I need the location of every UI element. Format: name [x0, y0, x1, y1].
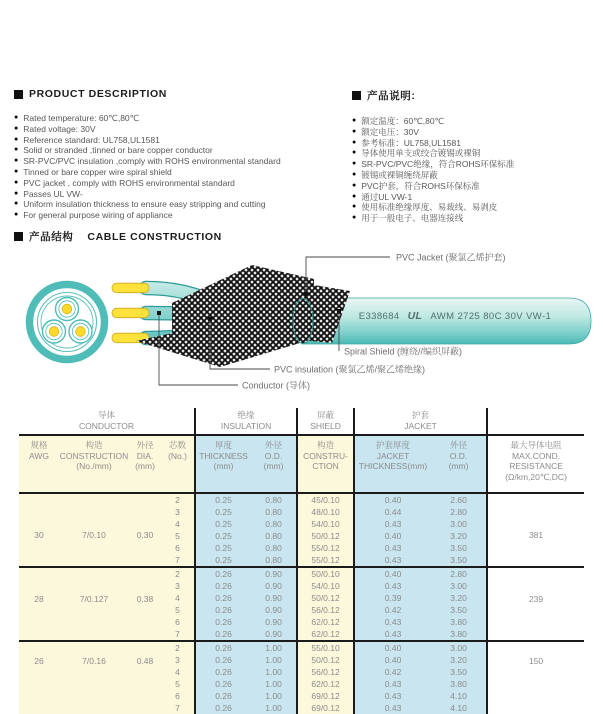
cores-cell: 5	[161, 604, 195, 616]
bullet-icon: ●	[352, 149, 357, 157]
bullet-icon: ●	[14, 157, 19, 165]
conductor-label: Conductor (导体)	[242, 380, 311, 391]
jacket-od-cell: 2.80	[431, 506, 487, 518]
product-description-cn-section	[352, 88, 600, 224]
awg-cell: 26	[19, 641, 59, 714]
ins-od-cell: 1.00	[251, 641, 297, 654]
cores-cell: 7	[161, 554, 195, 567]
spec-block-awg-30	[19, 493, 584, 567]
ins-od-cell: 0.80	[251, 542, 297, 554]
conductor-tips	[112, 283, 149, 343]
jacket-print-text: E338684 UL AWM 2725 80C 30V VW-1	[358, 310, 552, 322]
jacket-thickness-cell: 0.40	[354, 641, 431, 654]
cores-cell: 6	[161, 690, 195, 702]
dia-cell: 0.38	[129, 567, 161, 641]
description-item	[352, 202, 600, 213]
column-header-row	[19, 435, 584, 493]
cores-cell: 3	[161, 506, 195, 518]
shield-construction-cell: 55/0.10	[297, 641, 354, 654]
ins-od-cell: 0.90	[251, 628, 297, 641]
shield-construction-cell: 69/0.12	[297, 702, 354, 714]
bullet-icon: ●	[14, 135, 19, 143]
jacket-od-cell: 3.50	[431, 554, 487, 567]
description-item	[14, 199, 350, 210]
description-item	[352, 213, 600, 224]
jacket-od-cell: 3.50	[431, 604, 487, 616]
bullet-icon: ●	[352, 214, 357, 222]
bullet-icon: ●	[14, 167, 19, 175]
ins-od-cell: 0.80	[251, 506, 297, 518]
bullet-icon: ●	[352, 138, 357, 146]
ins-thickness-cell: 0.26	[195, 702, 251, 714]
insulation-label: PVC insulation (聚氯乙烯/聚乙烯绝缘)	[274, 364, 426, 375]
bullet-icon: ●	[352, 192, 357, 200]
jacket-thickness-cell: 0.42	[354, 666, 431, 678]
ins-od-cell: 0.80	[251, 554, 297, 567]
description-item-text: For general purpose wiring of appliance	[23, 210, 173, 221]
shield-construction-cell: 62/0.12	[297, 678, 354, 690]
bullet-icon: ●	[14, 211, 19, 219]
group-shield: 屏蔽 SHIELD	[297, 408, 354, 435]
jacket-thickness-cell: 0.43	[354, 702, 431, 714]
cores-cell: 5	[161, 678, 195, 690]
jacket-od-cell: 3.00	[431, 580, 487, 592]
group-resistance	[487, 408, 584, 435]
shield-construction-cell: 50/0.12	[297, 592, 354, 604]
cores-cell: 7	[161, 702, 195, 714]
ins-thickness-cell: 0.26	[195, 580, 251, 592]
ins-od-cell: 1.00	[251, 690, 297, 702]
description-item-text: 导体使用单支或绞合镀锡或裸铜	[361, 148, 481, 159]
bullet-icon: ●	[352, 203, 357, 211]
description-item	[14, 178, 350, 189]
ins-thickness-cell: 0.26	[195, 616, 251, 628]
awg-cell: 28	[19, 567, 59, 641]
jacket-od-cell: 3.00	[431, 518, 487, 530]
jacket-od-cell: 3.80	[431, 628, 487, 641]
ul-mark-icon: UL	[407, 310, 423, 322]
cable-construction-heading	[14, 229, 222, 244]
core-conductor	[62, 304, 72, 314]
spec-row	[19, 641, 584, 654]
description-item	[352, 170, 600, 181]
cores-cell: 4	[161, 518, 195, 530]
shield-construction-cell: 48/0.10	[297, 506, 354, 518]
ins-od-cell: 1.00	[251, 666, 297, 678]
product-description-heading	[14, 88, 350, 100]
description-item	[352, 159, 600, 170]
shield-construction-cell: 56/0.12	[297, 604, 354, 616]
ins-od-cell: 0.90	[251, 616, 297, 628]
cores-cell: 6	[161, 542, 195, 554]
group-conductor: 导体 CONDUCTOR	[19, 408, 195, 435]
core-conductor	[76, 327, 86, 337]
cores-cell: 2	[161, 567, 195, 580]
jacket-od-cell: 3.20	[431, 654, 487, 666]
cores-cell: 2	[161, 493, 195, 506]
col-construction: 构造 CONSTRUCTION (No./mm)	[59, 435, 129, 493]
jacket-od-cell: 4.10	[431, 690, 487, 702]
jacket-thickness-cell: 0.43	[354, 580, 431, 592]
jacket-thickness-cell: 0.40	[354, 654, 431, 666]
description-item-text: Solid or stranded ,tinned or bare copper conductor	[23, 145, 213, 156]
product-description-list	[14, 113, 350, 221]
description-item-text: 额定温度：60℃,80℃	[361, 116, 445, 126]
jacket-od-cell: 3.80	[431, 678, 487, 690]
jacket-thickness-cell: 0.39	[354, 592, 431, 604]
cores-cell: 4	[161, 666, 195, 678]
shield-construction-cell: 55/0.12	[297, 542, 354, 554]
cores-cell: 4	[161, 592, 195, 604]
section-marker-icon	[352, 91, 361, 100]
ins-thickness-cell: 0.26	[195, 666, 251, 678]
description-item-text: 使用标准绝缘厚度、易裁线、易剥皮	[361, 202, 498, 213]
jacket-thickness-cell: 0.43	[354, 542, 431, 554]
jacket-thickness-cell: 0.43	[354, 628, 431, 641]
ins-thickness-cell: 0.26	[195, 628, 251, 641]
jacket-label: PVC Jacket (聚氯乙烯护套)	[396, 252, 506, 263]
product-description-title: PRODUCT DESCRIPTION	[29, 88, 167, 100]
jacket-od-cell: 3.20	[431, 530, 487, 542]
bullet-icon: ●	[352, 117, 357, 124]
ins-thickness-cell: 0.25	[195, 530, 251, 542]
ins-thickness-cell: 0.25	[195, 554, 251, 567]
description-item-text: 额定电压：30V	[361, 126, 419, 137]
jacket-od-cell: 3.00	[431, 641, 487, 654]
shield-construction-cell: 50/0.12	[297, 530, 354, 542]
ins-od-cell: 0.90	[251, 592, 297, 604]
cores-cell: 3	[161, 580, 195, 592]
ins-od-cell: 1.00	[251, 702, 297, 714]
col-cores: 芯数 (No.)	[161, 435, 195, 493]
description-item	[14, 145, 350, 156]
bullet-icon: ●	[14, 178, 19, 186]
col-ins-thickness: 厚度 THICKNESS (mm)	[195, 435, 251, 493]
ins-thickness-cell: 0.25	[195, 506, 251, 518]
bullet-icon: ●	[14, 124, 19, 132]
shield-construction-cell: 62/0.12	[297, 628, 354, 641]
jacket-od-cell: 2.80	[431, 567, 487, 580]
description-item-text: 通过UL VW-1	[361, 191, 413, 202]
ins-thickness-cell: 0.26	[195, 604, 251, 616]
description-item-text: SR-PVC/PVC insulation ,comply with ROHS environmental standard	[23, 156, 281, 167]
description-item	[14, 189, 350, 200]
description-item-text: PVC jacket , comply with ROHS environmental standard	[23, 177, 235, 188]
resistance-cell: 381	[487, 493, 584, 567]
jacket-od-cell: 4.10	[431, 702, 487, 714]
resistance-cell: 150	[487, 641, 584, 714]
jacket-thickness-cell: 0.40	[354, 567, 431, 580]
description-item-text: PVC护套，符合ROHS环保标准	[361, 180, 480, 191]
jacket-od-cell: 3.50	[431, 542, 487, 554]
product-description-cn-title: 产品说明:	[367, 90, 416, 102]
spec-row	[19, 567, 584, 580]
bullet-icon: ●	[352, 170, 357, 178]
ins-od-cell: 0.80	[251, 493, 297, 506]
spec-table	[19, 408, 584, 714]
description-item-text: Passes UL VW-	[23, 188, 83, 199]
description-item-text: 镀锡或裸铜缠绕屏蔽	[361, 169, 438, 180]
ins-od-cell: 0.90	[251, 580, 297, 592]
description-item	[352, 116, 600, 127]
group-insulation: 绝缘 INSULATION	[195, 408, 297, 435]
section-marker-icon	[14, 90, 23, 99]
cores-cell: 6	[161, 616, 195, 628]
description-item-text: 用于一般电子、电器连接线	[361, 213, 464, 224]
bullet-icon: ●	[14, 200, 19, 208]
cores-cell: 7	[161, 628, 195, 641]
col-ins-od: 外径 O.D. (mm)	[251, 435, 297, 493]
bullet-icon: ●	[14, 146, 19, 154]
shield-construction-cell: 50/0.10	[297, 567, 354, 580]
description-item	[352, 192, 600, 203]
description-item	[352, 127, 600, 138]
ins-thickness-cell: 0.26	[195, 678, 251, 690]
construction-title-cn: 产品结构	[29, 231, 74, 243]
ins-od-cell: 0.80	[251, 518, 297, 530]
jacket-thickness-cell: 0.44	[354, 506, 431, 518]
ins-thickness-cell: 0.26	[195, 567, 251, 580]
shield-construction-cell: 45/0.10	[297, 493, 354, 506]
cores-cell: 5	[161, 530, 195, 542]
group-jacket: 护套 JACKET	[354, 408, 487, 435]
dia-cell: 0.48	[129, 641, 161, 714]
description-item	[352, 138, 600, 149]
jacket-od-cell: 2.60	[431, 493, 487, 506]
jacket-thickness-cell: 0.42	[354, 604, 431, 616]
bullet-icon: ●	[14, 114, 19, 121]
jacket-thickness-cell: 0.43	[354, 678, 431, 690]
spec-row	[19, 493, 584, 506]
description-item-text: Uniform insulation thickness to ensure easy stripping and cutting	[23, 199, 266, 210]
description-item-text: 参考标准：UL758,UL1581	[361, 137, 461, 148]
construction-cell: 7/0.127	[59, 567, 129, 641]
jacket-od-cell: 3.50	[431, 666, 487, 678]
construction-cell: 7/0.10	[59, 493, 129, 567]
jacket-od-cell: 3.20	[431, 592, 487, 604]
jacket-od-cell: 3.80	[431, 616, 487, 628]
jacket-thickness-cell: 0.43	[354, 690, 431, 702]
product-description-section	[14, 88, 350, 221]
product-description-cn-heading	[352, 88, 600, 103]
description-item	[14, 210, 350, 221]
ins-thickness-cell: 0.26	[195, 592, 251, 604]
shield-construction-cell: 54/0.10	[297, 518, 354, 530]
shield-label: Spiral Shield (缠绕//编织屏蔽)	[344, 346, 463, 357]
jacket-open-end	[293, 299, 313, 344]
bullet-icon: ●	[352, 160, 357, 168]
ins-thickness-cell: 0.26	[195, 641, 251, 654]
cable-cross-section	[30, 285, 105, 360]
cores-cell: 3	[161, 654, 195, 666]
ins-od-cell: 0.90	[251, 567, 297, 580]
resistance-cell: 239	[487, 567, 584, 641]
col-dia: 外径 DIA. (mm)	[129, 435, 161, 493]
description-item	[352, 181, 600, 192]
ins-thickness-cell: 0.25	[195, 518, 251, 530]
construction-title-en: CABLE CONSTRUCTION	[87, 230, 222, 243]
spec-table-header	[19, 408, 584, 493]
core-conductor	[49, 327, 59, 337]
description-item	[352, 148, 600, 159]
dia-cell: 0.30	[129, 493, 161, 567]
ins-thickness-cell: 0.26	[195, 690, 251, 702]
description-item-text: Reference standard: UL758,UL1581	[23, 134, 160, 145]
col-jacket-thickness: 护套厚度 JACKET THICKNESS(mm)	[354, 435, 431, 493]
col-awg: 规格 AWG	[19, 435, 59, 493]
shield-construction-cell: 56/0.12	[297, 666, 354, 678]
bullet-icon: ●	[352, 181, 357, 189]
col-jacket-od: 外径 O.D. (mm)	[431, 435, 487, 493]
col-resistance: 最大导体电阻 MAX.COND. RESISTANCE (Ω/km,20℃,DC)	[487, 435, 584, 493]
description-item-text: Rated voltage: 30V	[23, 123, 96, 134]
ins-thickness-cell: 0.25	[195, 493, 251, 506]
ins-od-cell: 0.90	[251, 604, 297, 616]
spec-block-awg-28	[19, 567, 584, 641]
description-item-text: SR-PVC/PVC绝缘，符合ROHS环保标准	[361, 159, 515, 170]
description-item	[14, 167, 350, 178]
section-marker-icon	[14, 232, 23, 241]
shield-construction-cell: 50/0.12	[297, 654, 354, 666]
description-item-text: Tinned or bare copper wire spiral shield	[23, 166, 172, 177]
ins-od-cell: 0.80	[251, 530, 297, 542]
awg-cell: 30	[19, 493, 59, 567]
jacket-thickness-cell: 0.40	[354, 530, 431, 542]
description-item	[14, 135, 350, 146]
jacket-thickness-cell: 0.43	[354, 554, 431, 567]
group-header-row	[19, 408, 584, 435]
description-item-text: Rated temperature: 60℃,80℃	[23, 113, 140, 123]
shield-construction-cell: 69/0.12	[297, 690, 354, 702]
bullet-icon: ●	[14, 189, 19, 197]
shield-construction-cell: 54/0.10	[297, 580, 354, 592]
col-shield-construction: 构造 CONSTRU- CTION	[297, 435, 354, 493]
description-item	[14, 124, 350, 135]
ins-thickness-cell: 0.26	[195, 654, 251, 666]
cable-construction-diagram	[0, 243, 603, 405]
ins-thickness-cell: 0.25	[195, 542, 251, 554]
product-description-cn-list	[352, 116, 600, 224]
jacket-thickness-cell: 0.43	[354, 616, 431, 628]
jacket-thickness-cell: 0.40	[354, 493, 431, 506]
bullet-icon: ●	[352, 127, 357, 135]
shield-construction-cell: 62/0.12	[297, 616, 354, 628]
shield-construction-cell: 55/0.12	[297, 554, 354, 567]
cores-cell: 2	[161, 641, 195, 654]
description-item	[14, 156, 350, 167]
description-item	[14, 113, 350, 124]
spec-block-awg-26	[19, 641, 584, 714]
ins-od-cell: 1.00	[251, 678, 297, 690]
jacket-thickness-cell: 0.43	[354, 518, 431, 530]
shield-band-hatch	[172, 265, 314, 349]
ins-od-cell: 1.00	[251, 654, 297, 666]
construction-cell: 7/0.16	[59, 641, 129, 714]
